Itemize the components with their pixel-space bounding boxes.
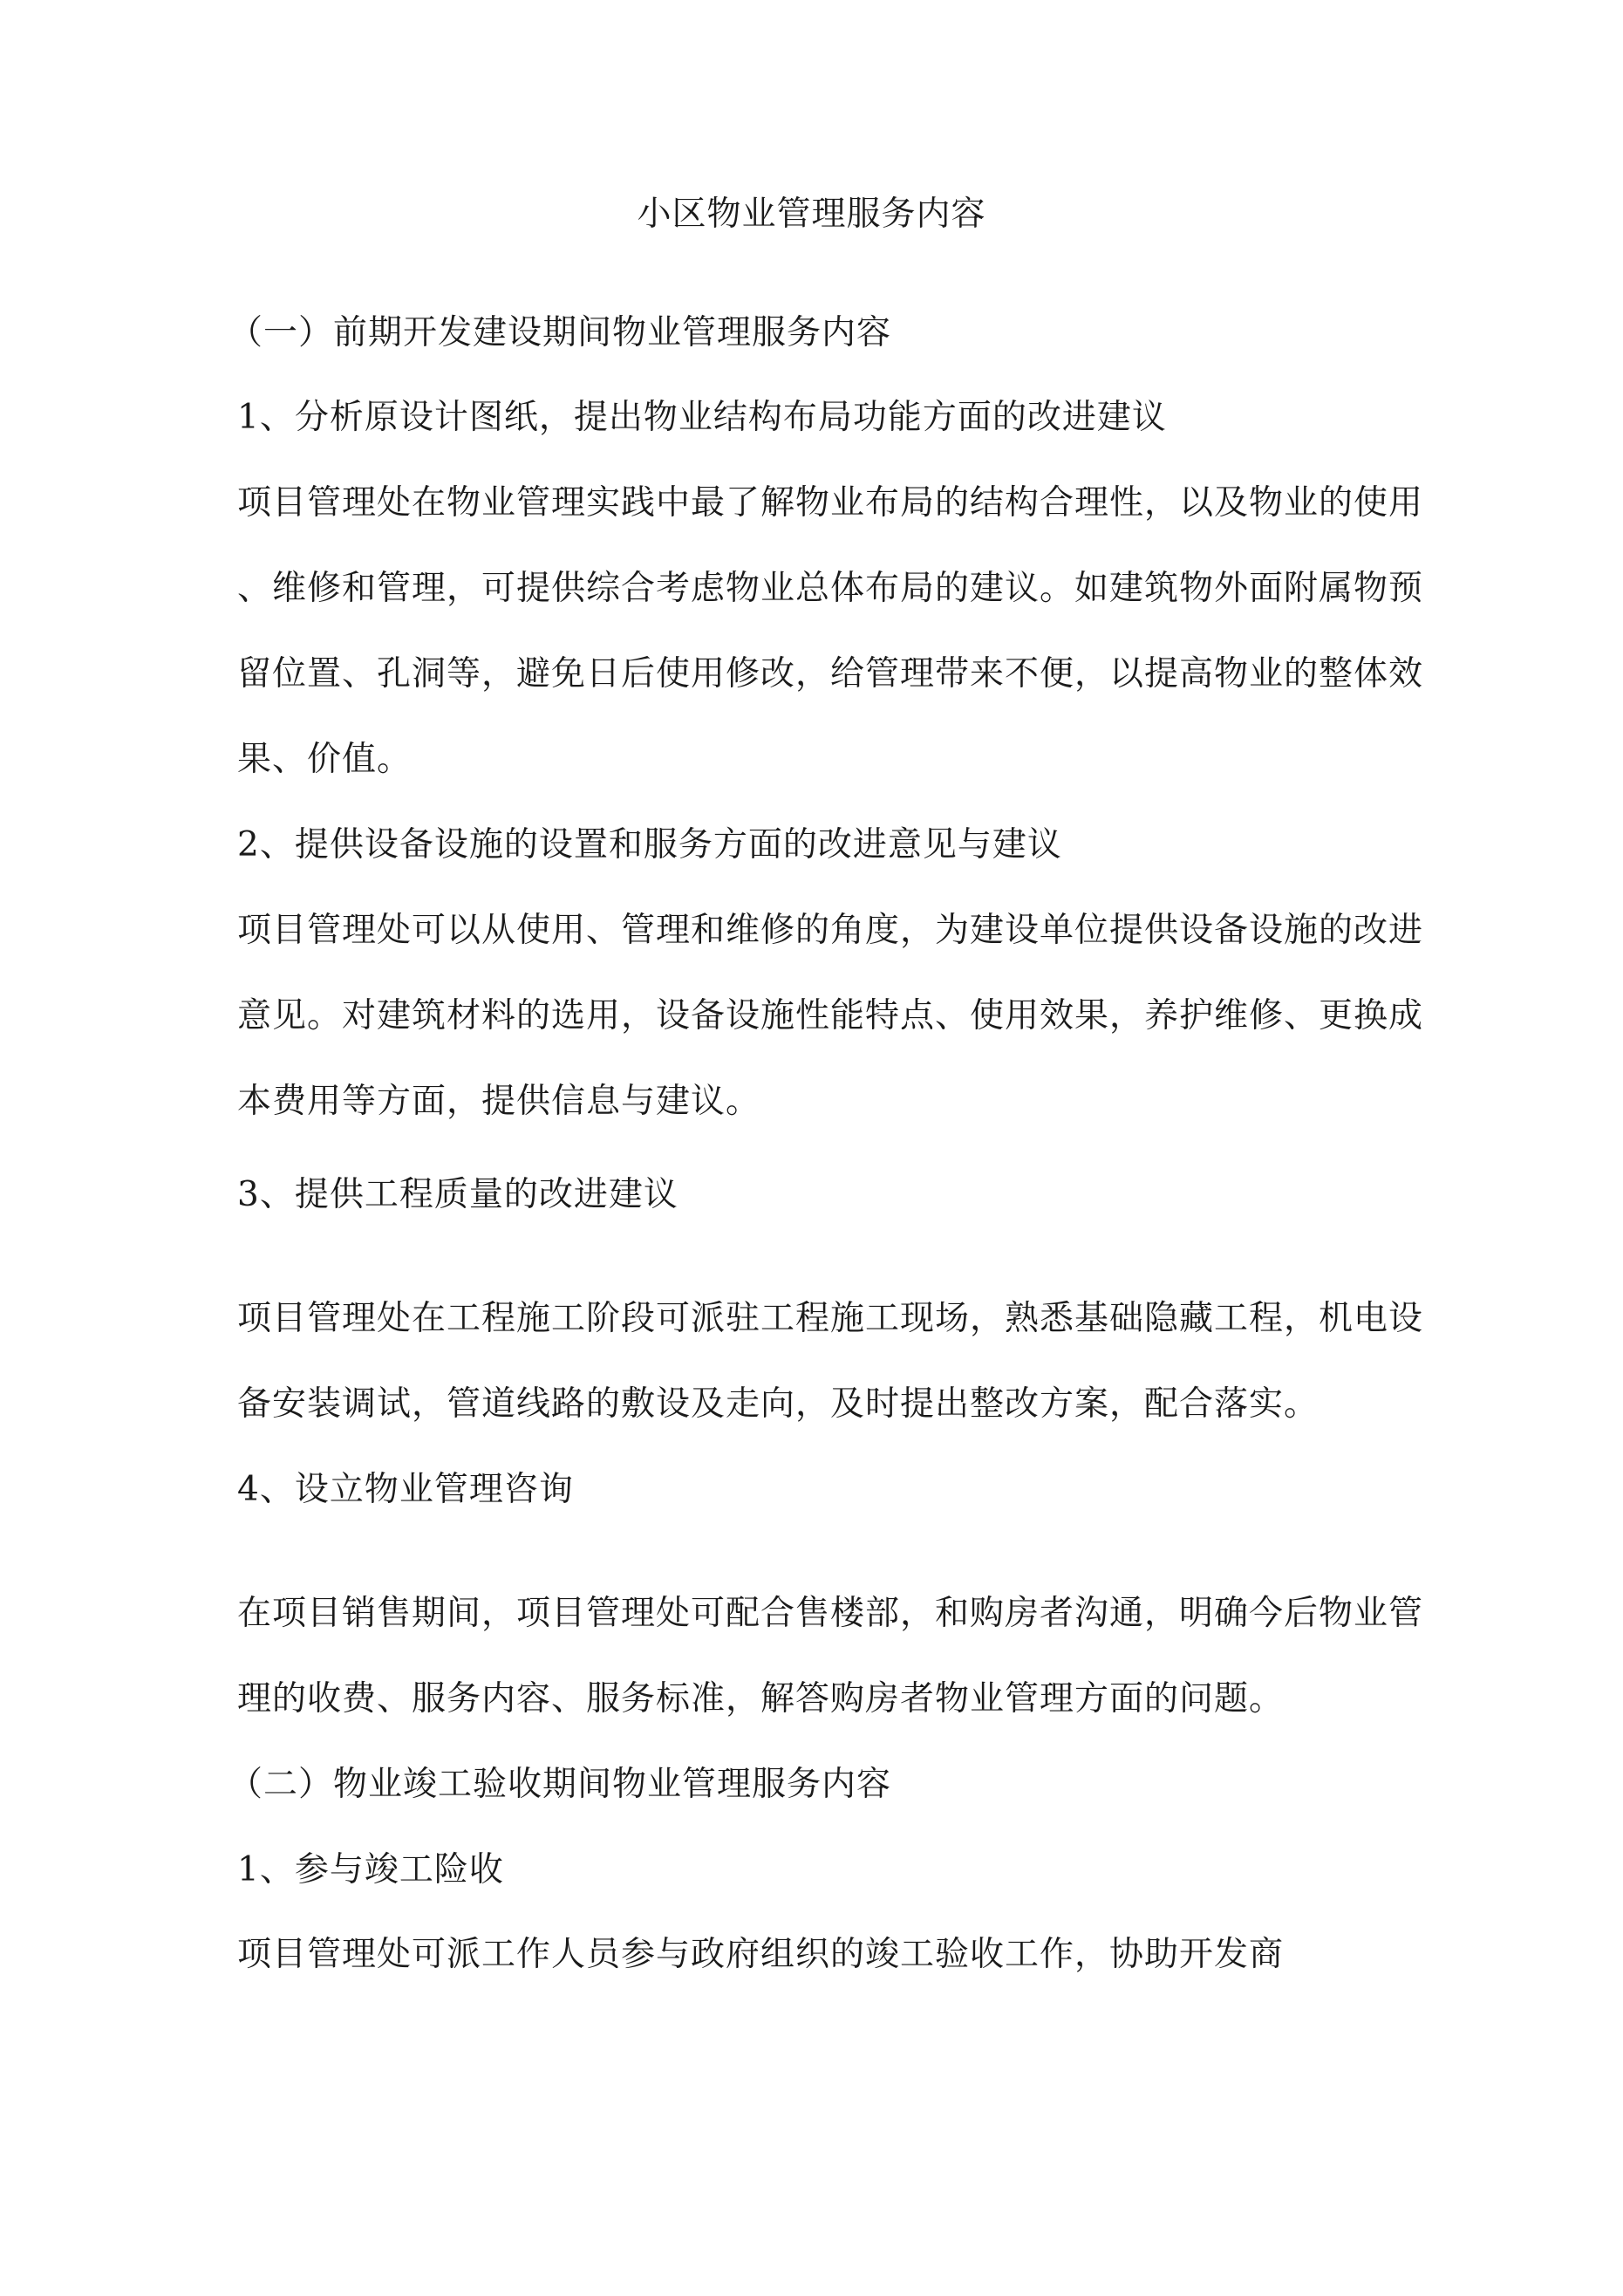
paragraph-line: 项目管理处在物业管理实践中最了解物业布局的结构合理性，以及物业的使用 — [237, 483, 1424, 523]
paragraph-line: 项目管理处在工程施工阶段可派驻工程施工现场，熟悉基础隐藏工程，机电设 — [237, 1299, 1424, 1338]
document-title: 小区物业管理服务内容 — [637, 195, 986, 234]
subsection-heading-2-1: 1、参与竣工险收 — [237, 1850, 504, 1889]
paragraph-line: 留位置、孔洞等，避免日后使用修改，给管理带来不便，以提高物业的整体效 — [237, 654, 1424, 694]
subsection-heading-1-2: 2、提供设备设施的设置和服务方面的改进意见与建议 — [237, 825, 1062, 864]
paragraph-line: 本费用等方面，提供信息与建议。 — [237, 1082, 761, 1121]
section-heading-1: （一）前期开发建设期间物业管理服务内容 — [228, 313, 892, 352]
subsection-heading-1-1: 1、分析原设计图纸，提出物业结构布局功能方面的改进建议 — [237, 398, 1167, 437]
subsection-heading-1-3: 3、提供工程质量的改进建议 — [237, 1175, 679, 1214]
section-heading-2: （二）物业竣工验收期间物业管理服务内容 — [228, 1765, 892, 1804]
paragraph-line: 、维修和管理，可提供综合考虑物业总体布局的建议。如建筑物外面附属物预 — [237, 569, 1424, 608]
paragraph-line: 理的收费、服务内容、服务标准，解答购房者物业管理方面的问题。 — [237, 1679, 1285, 1719]
paragraph-line: 在项目销售期间，项目管理处可配合售楼部，和购房者沟通，明确今后物业管 — [237, 1594, 1424, 1633]
paragraph-line: 备安装调试，管道线路的敷设及走向，及时提出整改方案，配合落实。 — [237, 1384, 1320, 1424]
paragraph-line: 果、价值。 — [237, 740, 413, 779]
paragraph-line: 意见。对建筑材料的选用，设备设施性能特点、使用效果，养护维修、更换成 — [237, 996, 1424, 1035]
subsection-heading-1-4: 4、设立物业管理咨询 — [237, 1470, 574, 1509]
paragraph-line: 项目管理处可以从使用、管理和维修的角度，为建设单位提供设备设施的改进 — [237, 911, 1424, 950]
paragraph-line: 项目管理处可派工作人员参与政府组织的竣工验收工作，协助开发商 — [237, 1935, 1285, 1974]
